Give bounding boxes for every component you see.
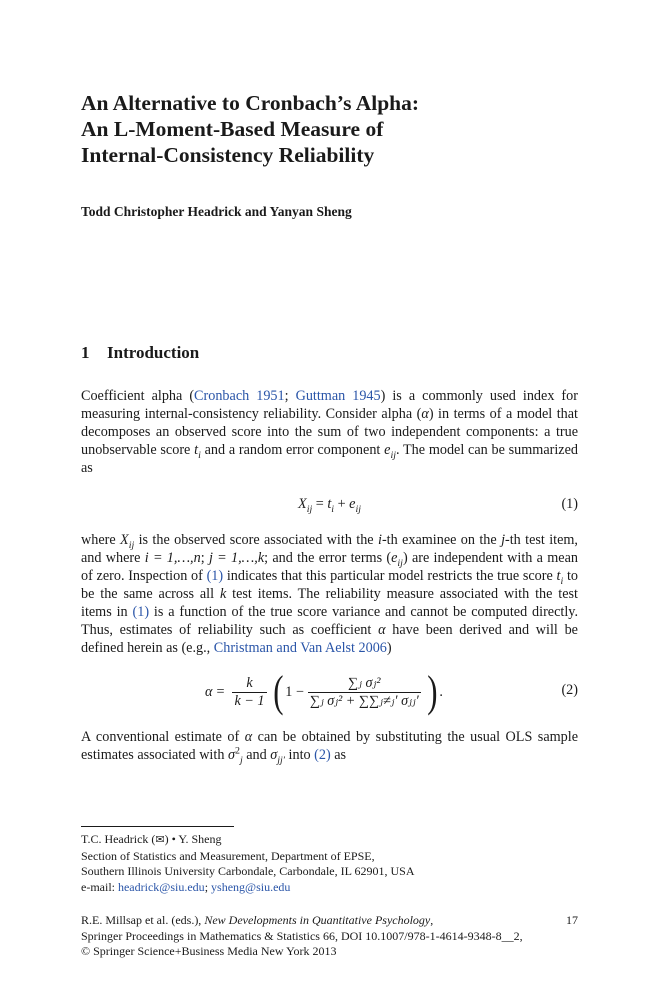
- math-X: X: [298, 496, 307, 512]
- equation-2-number: (2): [561, 682, 578, 698]
- right-paren: ): [426, 667, 438, 716]
- math-equals: =: [312, 496, 328, 512]
- paragraph-model: [81, 531, 578, 657]
- email-link-sheng[interactable]: ysheng@siu.edu: [211, 879, 291, 894]
- text: ) in terms of a model that decomposes an observed score into the sum of two independent components: a true unobservable score: [81, 406, 578, 458]
- math-sigma: σ: [227, 747, 235, 763]
- math-t: t: [194, 442, 199, 458]
- text: e-mail:: [81, 879, 118, 894]
- math-t: t: [556, 568, 561, 584]
- math-plus: +: [334, 496, 350, 512]
- copyright-line: © Springer Science+Business Media New York 2013: [81, 944, 337, 958]
- text: to be the same across all: [81, 568, 578, 602]
- left-paren: (: [272, 667, 283, 716]
- equation-ref-1[interactable]: (1): [206, 568, 224, 584]
- fraction-denominator: ∑ⱼ σⱼ² + ∑∑ⱼ≠ⱼ′ σⱼⱼ′: [309, 692, 419, 709]
- math-j: j: [501, 532, 506, 548]
- title-line-3: Internal-Consistency Reliability: [81, 143, 375, 167]
- text: and: [242, 747, 271, 763]
- text: ;: [204, 879, 212, 894]
- fraction-numerator: ∑ⱼ σⱼ²: [348, 674, 381, 691]
- text: is the observed score associated with the: [134, 532, 378, 548]
- fraction-variance: [308, 675, 421, 710]
- math-alpha: α: [421, 406, 429, 422]
- footnote-affiliation-1: Section of Statistics and Measurement, Department of EPSE,: [81, 848, 375, 863]
- math-i: i: [377, 532, 382, 548]
- footnote: [81, 832, 581, 895]
- text: where: [81, 532, 121, 548]
- title-line-2: An L-Moment-Based Measure of: [81, 117, 384, 141]
- math-e: e: [384, 442, 391, 458]
- citation-christman[interactable]: Christman and Van Aelst 2006: [213, 640, 387, 656]
- book-title: New Developments in Quantitative Psychology: [204, 913, 431, 927]
- math-alpha: α: [244, 729, 253, 745]
- section-title: Introduction: [107, 343, 200, 362]
- math-e: e: [391, 550, 398, 566]
- page-number: 17: [566, 913, 578, 927]
- math-k: k: [219, 586, 227, 602]
- text: ): [386, 640, 392, 656]
- math-range-j: j = 1,…,k: [208, 550, 265, 566]
- equation-1: [81, 496, 578, 514]
- text: ) is a commonly used index for measuring internal-consistency reliability. Consider alpha (: [81, 388, 578, 422]
- math-sub: i: [331, 503, 335, 515]
- math-eij: [384, 442, 396, 461]
- citation-guttman[interactable]: Guttman 1945: [295, 388, 381, 404]
- math-sub: ij: [306, 503, 313, 515]
- section-heading: [81, 343, 199, 363]
- math-sub: ij: [390, 449, 396, 461]
- text: . The model can be summarized as: [81, 442, 578, 476]
- math-sub: jj′: [277, 754, 285, 766]
- math-period: .: [439, 683, 443, 700]
- text: as: [330, 747, 347, 763]
- publication-line-2: Springer Proceedings in Mathematics & Statistics 66, DOI 10.1007/978-1-4614-9348-8__2,: [81, 928, 523, 943]
- text: can be obtained by substituting the usual OLS sample estimates associated with: [81, 729, 578, 763]
- math-sup: 2: [234, 745, 240, 757]
- equation-1-number: (1): [561, 496, 578, 512]
- math-sigma: σ: [270, 747, 278, 763]
- math-sub: i: [198, 449, 201, 461]
- authors: Todd Christopher Headrick and Yanyan Sheng: [81, 204, 352, 219]
- math-one-minus: 1 −: [285, 683, 304, 700]
- publication-info: [81, 913, 578, 960]
- text: into: [284, 747, 315, 763]
- text: ) • Y. Sheng: [164, 832, 222, 846]
- text: test items. The reliability measure associated with the test items in: [81, 586, 578, 620]
- math-sub: j: [239, 754, 243, 766]
- math-equals: =: [216, 683, 225, 700]
- math-sub: ij: [355, 503, 361, 515]
- text: ;: [284, 388, 296, 404]
- text: A conventional estimate of: [81, 729, 245, 745]
- text: have been derived and will be defined herein as (e.g.,: [81, 622, 578, 656]
- math-sub: ij: [128, 539, 135, 551]
- text: T.C. Headrick (: [81, 832, 156, 846]
- text: R.E. Millsap et al. (eds.),: [81, 913, 205, 927]
- text: ;: [200, 550, 209, 566]
- paper-title: [81, 90, 581, 168]
- publication-line-1: [81, 913, 578, 929]
- equation-1-body: [81, 496, 578, 513]
- envelope-icon: ✉: [155, 834, 165, 846]
- text: ,: [430, 913, 434, 927]
- math-e: e: [349, 496, 356, 512]
- footnote-rule: [81, 826, 234, 827]
- math-X: X: [120, 532, 129, 548]
- math-sub: i: [560, 575, 564, 587]
- text: ) are independent with a mean of zero. Inspection of: [81, 550, 578, 584]
- math-t: t: [327, 496, 332, 512]
- equation-ref-2[interactable]: (2): [314, 747, 331, 763]
- equation-ref-1b[interactable]: (1): [132, 604, 150, 620]
- text: indicates that this particular model restricts the true score: [223, 568, 557, 584]
- math-ti: [194, 442, 201, 461]
- paragraph-estimate: [81, 728, 578, 764]
- text: and a random error component: [200, 442, 385, 458]
- fraction-numerator: k: [246, 674, 253, 691]
- paragraph-intro: [81, 387, 578, 477]
- fraction-k: [232, 675, 266, 710]
- math-range-i: i = 1,…,n: [144, 550, 201, 566]
- footnote-authors: [81, 832, 581, 849]
- title-line-1: An Alternative to Cronbach’s Alpha:: [81, 91, 420, 115]
- section-number: 1: [81, 343, 90, 362]
- footnote-email: [81, 880, 581, 896]
- citation-cronbach[interactable]: Cronbach 1951: [194, 388, 285, 404]
- text: Coefficient alpha (: [81, 388, 195, 404]
- fraction-denominator: k − 1: [234, 692, 265, 709]
- equation-2: [205, 666, 455, 718]
- email-link-headrick[interactable]: headrick@siu.edu: [117, 879, 205, 894]
- text: -th test item, and where: [81, 532, 578, 566]
- footnote-affiliation-2: Southern Illinois University Carbondale, Carbondale, IL 62901, USA: [81, 864, 415, 878]
- text: is a function of the true score variance and cannot be computed directly. Thus, estimates of reliability such as coefficient: [81, 604, 578, 638]
- math-sub: ij: [397, 557, 403, 569]
- math-alpha: α: [205, 683, 213, 700]
- text: -th examinee on the: [381, 532, 502, 548]
- text: ; and the error terms (: [264, 550, 392, 566]
- math-alpha: α: [378, 622, 386, 638]
